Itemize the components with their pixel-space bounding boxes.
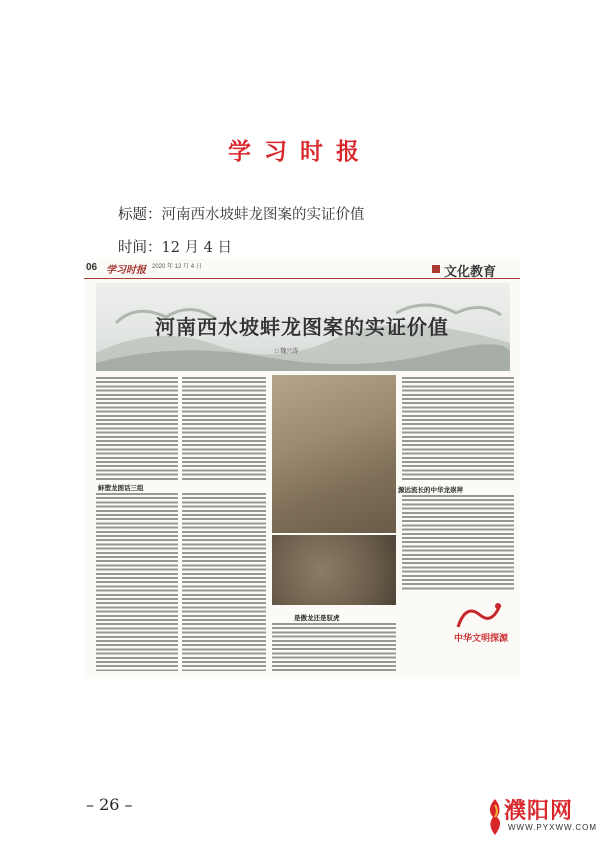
text-column: [182, 377, 266, 481]
title-label: 标题：: [118, 207, 162, 223]
text-column: [272, 623, 396, 671]
title-line: [118, 203, 365, 224]
time-line: [118, 236, 232, 257]
clipping-paper-logo: 学习时报: [106, 265, 146, 276]
clipping-date: 2020 年 12 月 4 日: [152, 264, 202, 270]
masthead-title: 学习时报: [228, 138, 372, 165]
text-column: [96, 493, 178, 671]
article-byline: □ 魏兴涛: [275, 349, 299, 355]
newspaper-clipping: [84, 259, 520, 679]
article-title: 河南西水坡蚌龙图案的实证价值: [155, 315, 449, 339]
text-column: [96, 377, 178, 481]
dragon-tiger-relic-photo: [272, 535, 396, 605]
time-label: 时间：: [118, 240, 162, 256]
clipping-page-number: 06: [86, 262, 98, 273]
site-name: 濮阳网: [504, 799, 574, 824]
excavation-photo: [272, 375, 396, 533]
text-column: [402, 495, 514, 591]
text-column: [182, 493, 266, 671]
clipping-section: 文化教育: [444, 265, 497, 280]
section-marker-icon: [432, 265, 440, 273]
subhead: 是傲龙还是驭虎: [294, 615, 340, 622]
subhead: 蚌塑龙图话三组: [98, 485, 144, 492]
page-number: – 26 –: [86, 795, 133, 814]
site-logo-icon: [484, 797, 506, 837]
title-value: 河南西水坡蚌龙图案的实证价值: [161, 207, 365, 223]
time-value: 12 月 4 日: [161, 240, 233, 256]
stamp-text: 中华文明探源: [454, 634, 509, 644]
text-column: [402, 377, 514, 481]
subhead: 源远流长的中华龙崇拜: [398, 487, 463, 494]
site-url: WWW.PYXWW.COM: [508, 823, 597, 832]
